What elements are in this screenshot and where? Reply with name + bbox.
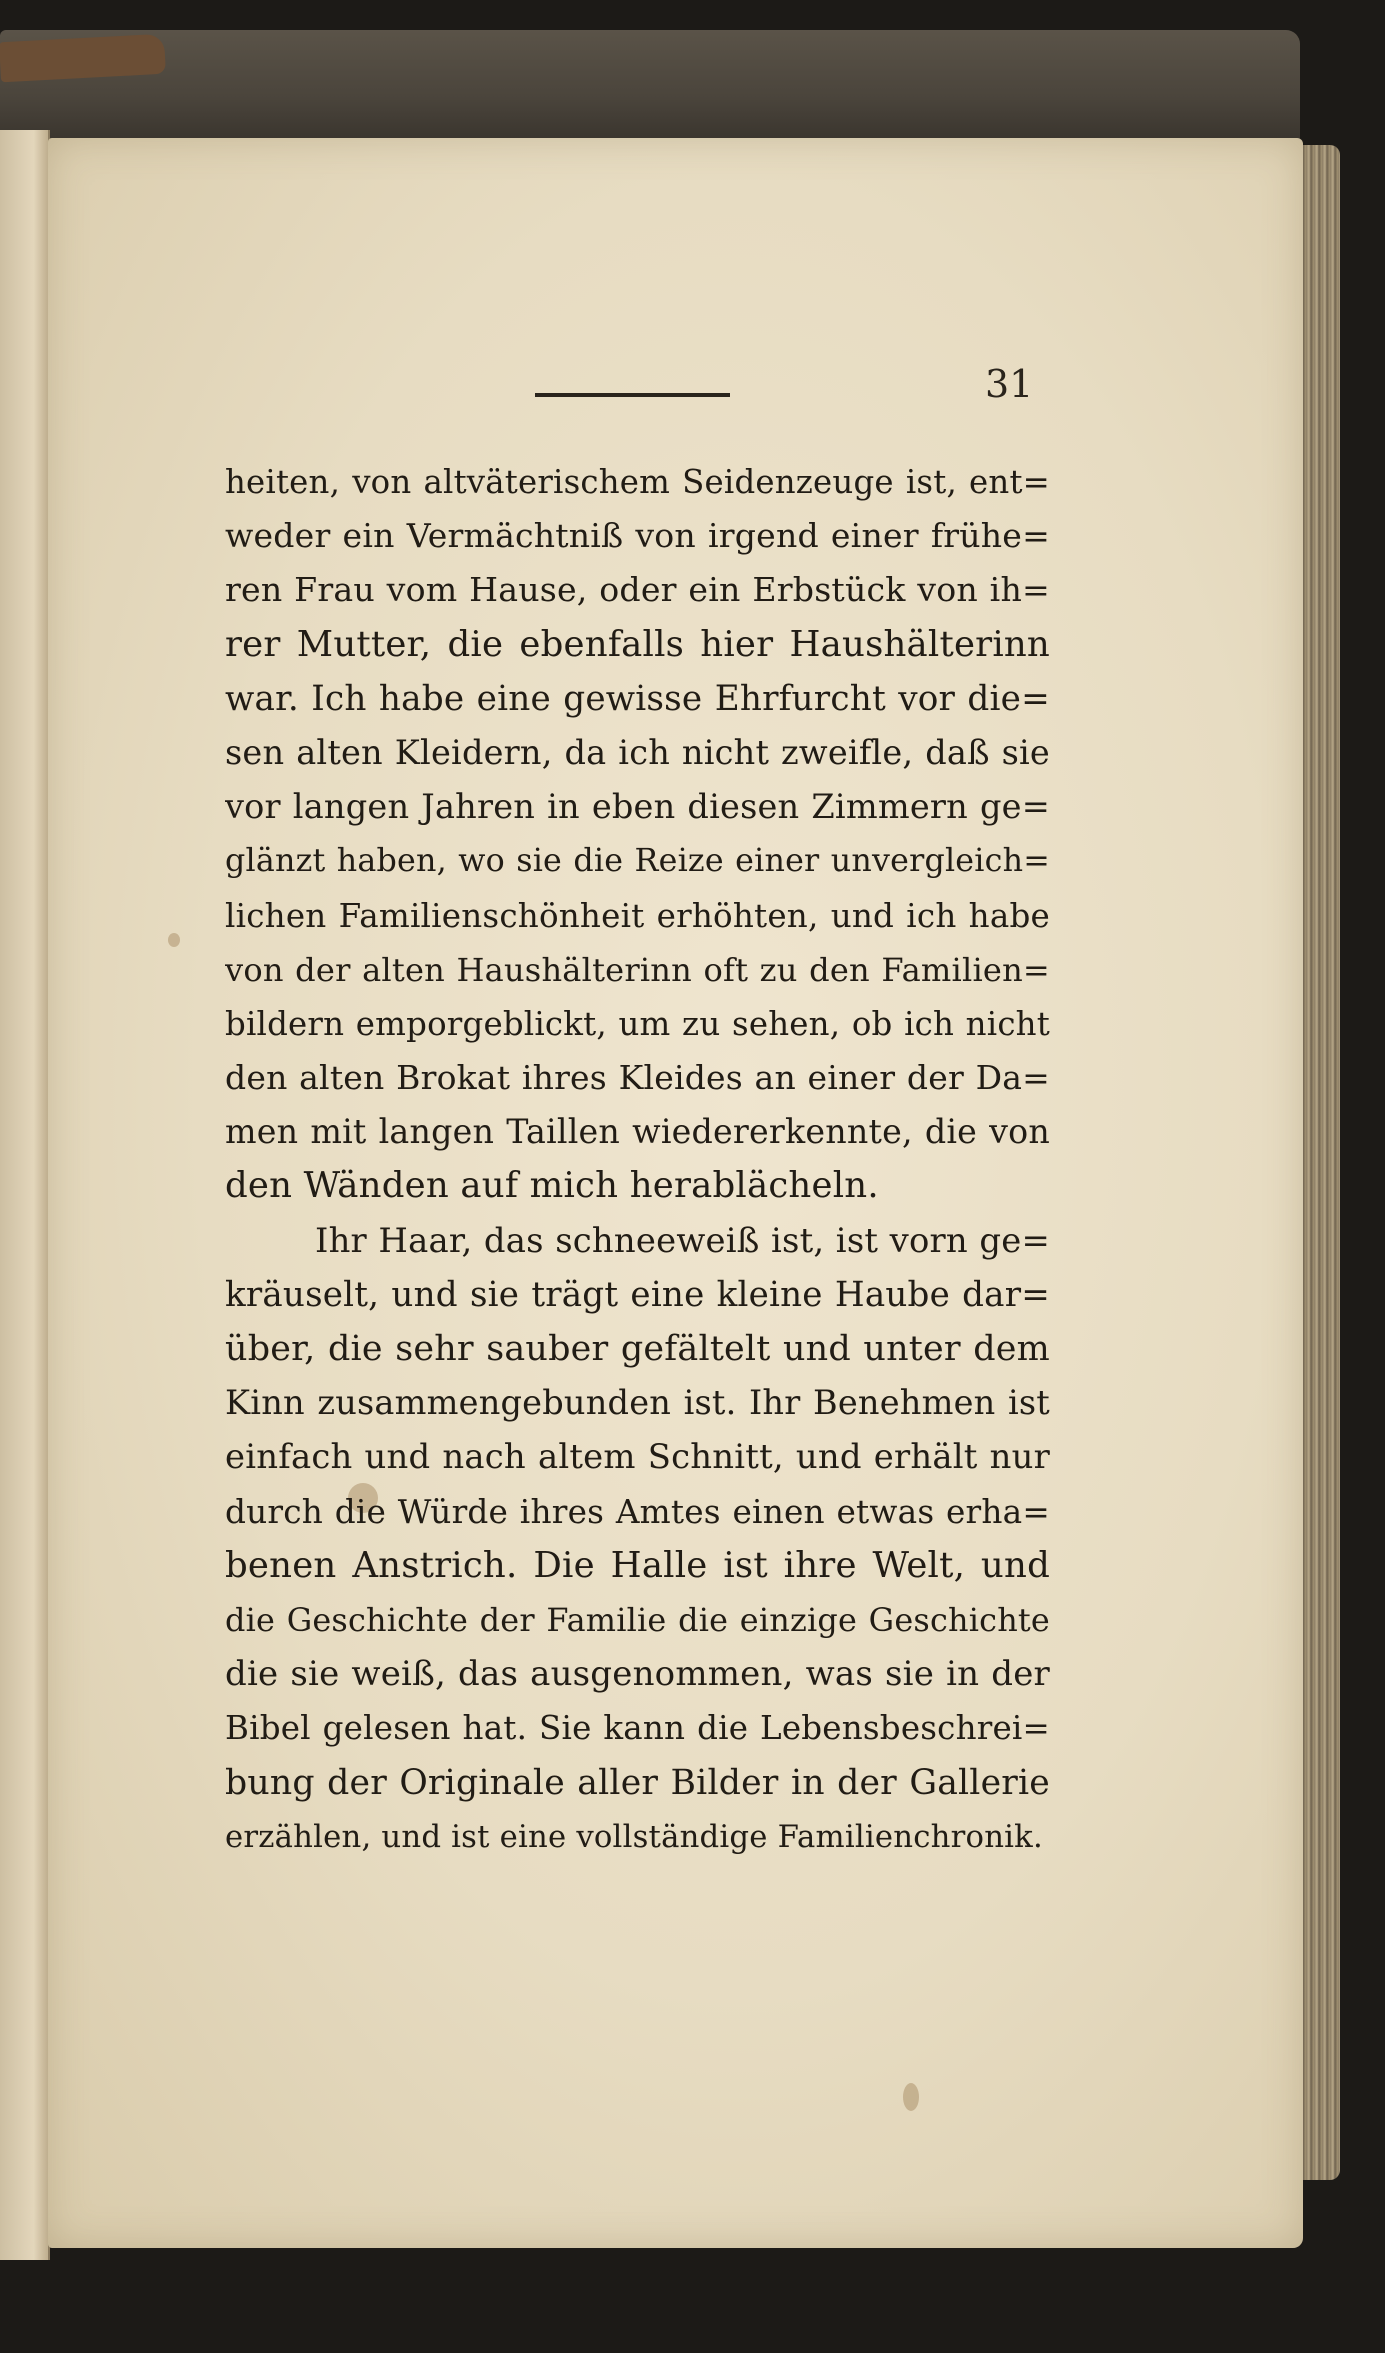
paper-stain: [903, 2083, 919, 2111]
text-line: Ihr Haar, das schneeweiß ist, ist vorn ge=: [315, 1220, 1050, 1260]
book-top-edge: [0, 30, 1300, 140]
text-line: Kinn zusammengebunden ist. Ihr Benehmen ist: [225, 1383, 1050, 1423]
paper-stain: [168, 933, 180, 947]
text-line: rer Mutter, die ebenfalls hier Haushälterinn: [225, 623, 1050, 665]
text-line: die Geschichte der Familie die einzige Geschichte: [225, 1600, 1050, 1639]
text-line: über, die sehr sauber gefältelt und unter dem: [225, 1329, 1050, 1369]
text-line: erzählen, und ist eine vollständige Familienchronik.: [225, 1818, 1043, 1855]
text-line: bung der Originale aller Bilder in der Gallerie: [225, 1762, 1050, 1803]
text-line: ren Frau vom Hause, oder ein Erbstück von ih=: [225, 570, 1050, 610]
text-line: Bibel gelesen hat. Sie kann die Lebensbeschrei=: [225, 1709, 1050, 1748]
text-line: kräuselt, und sie trägt eine kleine Haube dar=: [225, 1274, 1050, 1315]
facing-page-edge: [0, 130, 50, 2260]
text-line: lichen Familienschönheit erhöhten, und ich habe: [225, 896, 1050, 935]
text-line: weder ein Vermächtniß von irgend einer frühe=: [225, 516, 1050, 556]
text-line: men mit langen Taillen wiedererkennte, die von: [225, 1112, 1050, 1152]
text-line: vor langen Jahren in eben diesen Zimmern ge=: [225, 787, 1050, 827]
text-line: von der alten Haushälterinn oft zu den Familien=: [225, 950, 1050, 989]
text-line: benen Anstrich. Die Halle ist ihre Welt, und: [225, 1544, 1050, 1586]
text-line: den Wänden auf mich herablächeln.: [225, 1165, 879, 1207]
header-rule: [535, 393, 730, 397]
text-line: glänzt haben, wo sie die Reize einer unvergleich=: [225, 843, 1050, 880]
body-text: [225, 455, 1050, 1864]
text-line: einfach und nach altem Schnitt, und erhält nur: [225, 1437, 1050, 1477]
text-line: heiten, von altväterischem Seidenzeuge ist, ent=: [225, 463, 1050, 501]
text-line: durch die Würde ihres Amtes einen etwas erha=: [225, 1492, 1050, 1531]
text-line: den alten Brokat ihres Kleides an einer der Da=: [225, 1058, 1050, 1098]
text-line: sen alten Kleidern, da ich nicht zweifle, daß sie: [225, 732, 1050, 772]
text-line: bildern emporgeblickt, um zu sehen, ob ich nicht: [225, 1004, 1050, 1043]
text-line: die sie weiß, das ausgenommen, was sie in der: [225, 1654, 1050, 1695]
text-line: war. Ich habe eine gewisse Ehrfurcht vor die=: [225, 678, 1050, 719]
page-number: 31: [985, 362, 1034, 406]
